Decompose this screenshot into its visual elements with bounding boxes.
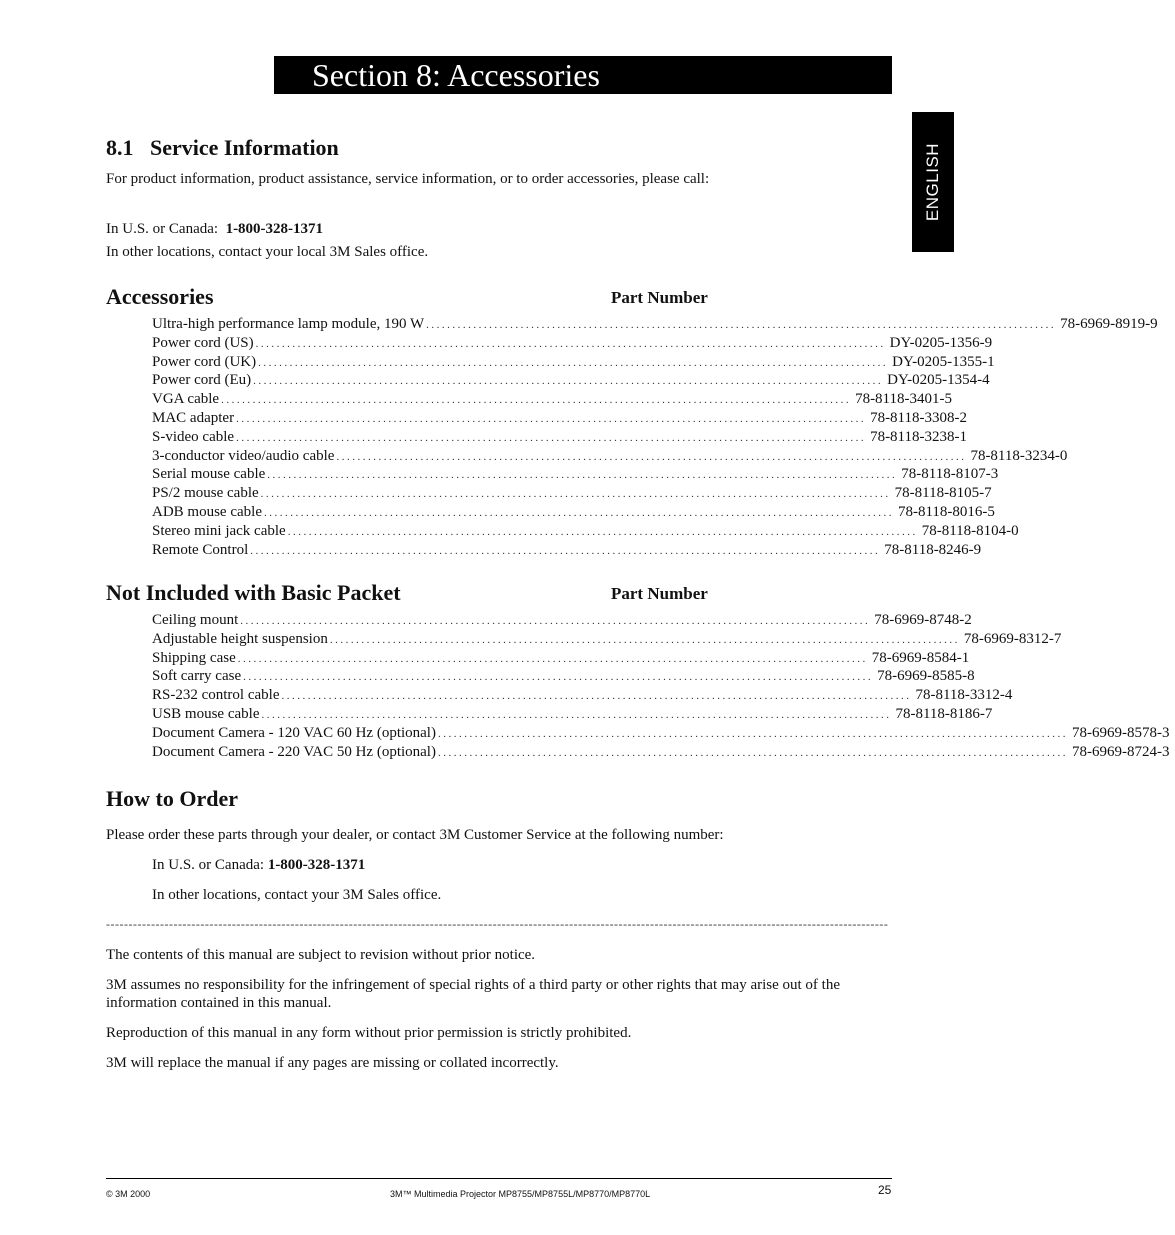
footer-product: 3M™ Multimedia Projector MP8755/MP8755L/MP8770/MP8770L: [390, 1189, 651, 1199]
part-name: Stereo mini jack cable: [152, 522, 286, 539]
service-us-phone: 1-800-328-1371: [225, 221, 324, 237]
not-included-heading: Not Included with Basic Packet: [106, 580, 401, 605]
part-number: 78-8118-8107-3: [901, 466, 999, 483]
part-name: Soft carry case: [152, 668, 242, 685]
part-name: S-video cable: [152, 428, 235, 445]
part-row: [152, 541, 982, 560]
part-number: DY-0205-1356-9: [889, 334, 993, 351]
part-row: [152, 409, 967, 428]
dot-leader: ........................................................................................................................: [255, 337, 886, 350]
dot-leader: ........................................................................................................................: [243, 671, 874, 684]
part-number: 78-6969-8584-1: [871, 649, 970, 666]
part-row: [152, 390, 952, 409]
part-row: [152, 724, 1170, 743]
part-number: 78-6969-8312-7: [963, 630, 1062, 647]
how-to-order-us-contact: [152, 856, 365, 874]
dot-leader: ........................................................................................................................: [329, 633, 960, 646]
part-name: Adjustable height suspension: [152, 630, 328, 647]
part-row: [152, 353, 995, 372]
language-tab: [912, 112, 954, 252]
service-other: In other locations, contact your local 3M Sales office.: [106, 244, 429, 260]
part-name: ADB mouse cable: [152, 503, 262, 520]
part-row: [152, 667, 975, 686]
part-number: 78-8118-8016-5: [897, 503, 995, 520]
dot-leader: ........................................................................................................................: [253, 375, 884, 388]
dot-leader: ........................................................................................................................: [426, 319, 1057, 331]
how-to-order-heading: How to Order: [106, 786, 238, 811]
part-number: 78-8118-3234-0: [970, 447, 1068, 464]
dashed-separator: ------------------------------------------------------------------------------------------------------------------------------------------------------------------------------: [106, 917, 889, 931]
how-to-order-other: In other locations, contact your 3M Sales office.: [152, 887, 442, 903]
part-row: [152, 522, 1019, 541]
part-number: 78-6969-8724-3: [1071, 743, 1170, 760]
part-number: 78-8118-8186-7: [895, 705, 993, 722]
part-number: 78-6969-8748-2: [874, 612, 972, 628]
part-name: RS-232 control cable: [152, 687, 280, 704]
dot-leader: ........................................................................................................................: [267, 469, 898, 482]
part-name: PS/2 mouse cable: [152, 485, 259, 502]
accessories-heading: Accessories: [106, 284, 214, 309]
part-name: USB mouse cable: [152, 705, 260, 722]
part-number: 78-6969-8919-9: [1060, 316, 1158, 332]
service-us-label: In U.S. or Canada:: [106, 221, 219, 237]
dot-leader: ........................................................................................................................: [236, 431, 867, 444]
how-to-order-us-phone: 1-800-328-1371: [267, 857, 366, 873]
part-number: 78-8118-3401-5: [855, 391, 952, 408]
part-name: MAC adapter: [152, 409, 235, 426]
footer-rule: [106, 1178, 892, 1179]
part-number: 78-6969-8585-8: [877, 668, 975, 685]
language-tab-label: ENGLISH: [923, 142, 942, 222]
part-row: [152, 611, 972, 630]
part-name: Power cord (Eu): [152, 372, 252, 389]
accessories-part-number-header: Part Number: [611, 288, 708, 307]
part-row: [152, 503, 995, 522]
part-row: [152, 428, 967, 447]
part-row: [152, 334, 993, 353]
part-row: [152, 371, 990, 390]
part-name: Power cord (US): [152, 334, 254, 351]
part-name: Ultra-high performance lamp module, 190 W: [152, 316, 425, 332]
footer-copyright: © 3M 2000: [106, 1189, 151, 1199]
part-number: 78-8118-3238-1: [870, 428, 967, 445]
part-name: Remote Control: [152, 541, 249, 558]
part-number: 78-8118-8105-7: [894, 485, 992, 502]
dot-leader: ........................................................................................................................: [260, 488, 891, 501]
part-row: [152, 447, 1068, 466]
part-name: VGA cable: [152, 391, 220, 408]
notice-replacement: 3M will replace the manual if any pages are missing or collated incorrectly.: [106, 1055, 559, 1071]
dot-leader: ........................................................................................................................: [437, 727, 1068, 740]
service-us-contact: [106, 220, 323, 238]
dot-leader: ........................................................................................................................: [437, 746, 1068, 759]
part-row: [152, 465, 999, 484]
part-number: 78-8118-3308-2: [870, 409, 967, 426]
page-number: 25: [878, 1183, 892, 1197]
part-name: Shipping case: [152, 649, 236, 666]
dot-leader: ........................................................................................................................: [240, 615, 871, 627]
part-number: 78-8118-3312-4: [915, 687, 1013, 704]
part-row: [152, 705, 993, 724]
notice-responsibility: 3M assumes no responsibility for the infringement of special rights of a third party or other rights that may arise out of the information contained in this manual.: [106, 977, 841, 1011]
part-row: [152, 630, 1062, 649]
dot-leader: ........................................................................................................................: [258, 356, 889, 369]
part-name: Document Camera - 120 VAC 60 Hz (optional): [152, 724, 436, 741]
section-title: Section 8: Accessories: [312, 57, 600, 93]
part-number: DY-0205-1355-1: [892, 353, 995, 370]
dot-leader: ........................................................................................................................: [261, 708, 892, 721]
dot-leader: ........................................................................................................................: [263, 506, 894, 519]
accessories-list: [152, 315, 1158, 559]
not-included-part-number-header: Part Number: [611, 584, 708, 603]
not-included-list: [152, 611, 1170, 761]
part-number: 78-8118-8104-0: [921, 522, 1019, 539]
dot-leader: ........................................................................................................................: [336, 450, 967, 463]
part-name: Document Camera - 220 VAC 50 Hz (optional): [152, 743, 436, 760]
how-to-order-intro: Please order these parts through your dealer, or contact 3M Customer Service at the following number:: [106, 827, 724, 843]
notice-revision: The contents of this manual are subject to revision without prior notice.: [106, 947, 536, 963]
part-name: Ceiling mount: [152, 612, 239, 628]
dot-leader: ........................................................................................................................: [281, 690, 912, 703]
dot-leader: ........................................................................................................................: [237, 652, 868, 665]
part-name: Power cord (UK): [152, 353, 257, 370]
dot-leader: ........................................................................................................................: [287, 525, 918, 538]
service-intro: For product information, product assistance, service information, or to order accessories, please call:: [106, 171, 710, 187]
how-to-order-us-label: In U.S. or Canada:: [152, 857, 265, 873]
part-row: [152, 743, 1170, 762]
dot-leader: ........................................................................................................................: [236, 412, 867, 425]
part-row: [152, 484, 992, 503]
dot-leader: ........................................................................................................................: [221, 394, 852, 407]
part-name: Serial mouse cable: [152, 466, 266, 483]
notice-reproduction: Reproduction of this manual in any form without prior permission is strictly prohibited.: [106, 1025, 632, 1041]
service-heading: 8.1 Service Information: [106, 135, 339, 160]
dot-leader: ........................................................................................................................: [250, 544, 881, 557]
part-row: [152, 315, 1158, 334]
part-number: DY-0205-1354-4: [887, 372, 990, 389]
part-number: 78-8118-8246-9: [884, 541, 982, 558]
part-row: [152, 649, 970, 668]
part-name: 3-conductor video/audio cable: [152, 447, 335, 464]
section-title-bar: [274, 56, 892, 94]
part-row: [152, 686, 1013, 705]
part-number: 78-6969-8578-3: [1071, 724, 1170, 741]
